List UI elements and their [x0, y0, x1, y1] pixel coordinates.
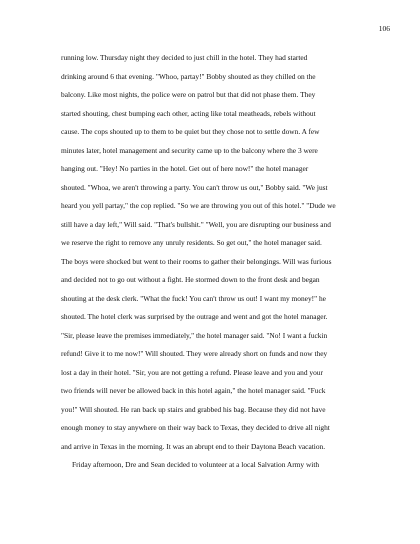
body-text: [61, 53, 371, 479]
text-line: hanging out. "Hey! No parties in the hotel. Get out of here now!" the hotel manager: [61, 164, 309, 173]
text-line: running low. Thursday night they decided to just chill in the hotel. They had started: [61, 53, 308, 62]
text-line: two friends will never be allowed back in this hotel again," the hotel manager said. "Fuck: [61, 386, 326, 395]
text-line: cause. The cops shouted up to them to be quiet but they chose not to settle down. A few: [61, 127, 320, 136]
text-line: shouting at the desk clerk. "What the fuck! You can't throw us out! I want my money!" he: [61, 293, 326, 303]
text-line: shouted. "Whoa, we aren't throwing a party. You can't throw us out," Bobby said. "We just: [61, 182, 328, 192]
text-line: minutes later, hotel management and security came up to the balcony where the 3 were: [61, 145, 318, 155]
text-line: and decided not to go out without a fight. He stormed down to the front desk and began: [61, 275, 320, 284]
text-line: drinking around 6 that evening. "Whoo, partay!" Bobby shouted as they chilled on the: [61, 71, 316, 81]
text-line: balcony. Like most nights, the police were on patrol but that did not phase them. They: [61, 90, 316, 99]
text-line: and arrive in Texas in the morning. It was an abrupt end to their Daytona Beach vacation.: [61, 441, 326, 451]
text-line: lost a day in their hotel. "Sir, you are not getting a refund. Please leave and you and your: [61, 367, 323, 377]
text-line: enough money to stay anywhere on their way back to Texas, they decided to drive all night: [61, 423, 330, 432]
text-line: heard you yell partay," the cop replied. "So we are throwing you out of this hotel." "Dude we: [61, 201, 336, 210]
text-line: started shouting, chest bumping each other, acting like total meatheads, rebels without: [61, 108, 316, 118]
text-line: shouted. The hotel clerk was surprised by the outrage and went and got the hotel manager.: [61, 312, 328, 321]
text-line: you!" Will shouted. He ran back up stairs and grabbed his bag. Because they did not have: [61, 404, 326, 414]
text-line: Friday afternoon, Dre and Sean decided to volunteer at a local Salvation Army with: [72, 460, 320, 469]
page-number: 106: [378, 24, 390, 33]
text-line: we reserve the right to remove any unruly residents. So get out," the hotel manager said.: [61, 238, 322, 247]
text-line: "Sir, please leave the premises immediately," the hotel manager said. "No! I want a fuckin: [61, 330, 328, 340]
text-line: The boys were shocked but went to their rooms to gather their belongings. Will was furious: [61, 256, 332, 266]
text-line: still have a day left," Will said. "That's bullshit." "Well, you are disrupting our business and: [61, 219, 331, 229]
text-line: refund! Give it to me now!" Will shouted. They were already short on funds and now they: [61, 349, 328, 358]
